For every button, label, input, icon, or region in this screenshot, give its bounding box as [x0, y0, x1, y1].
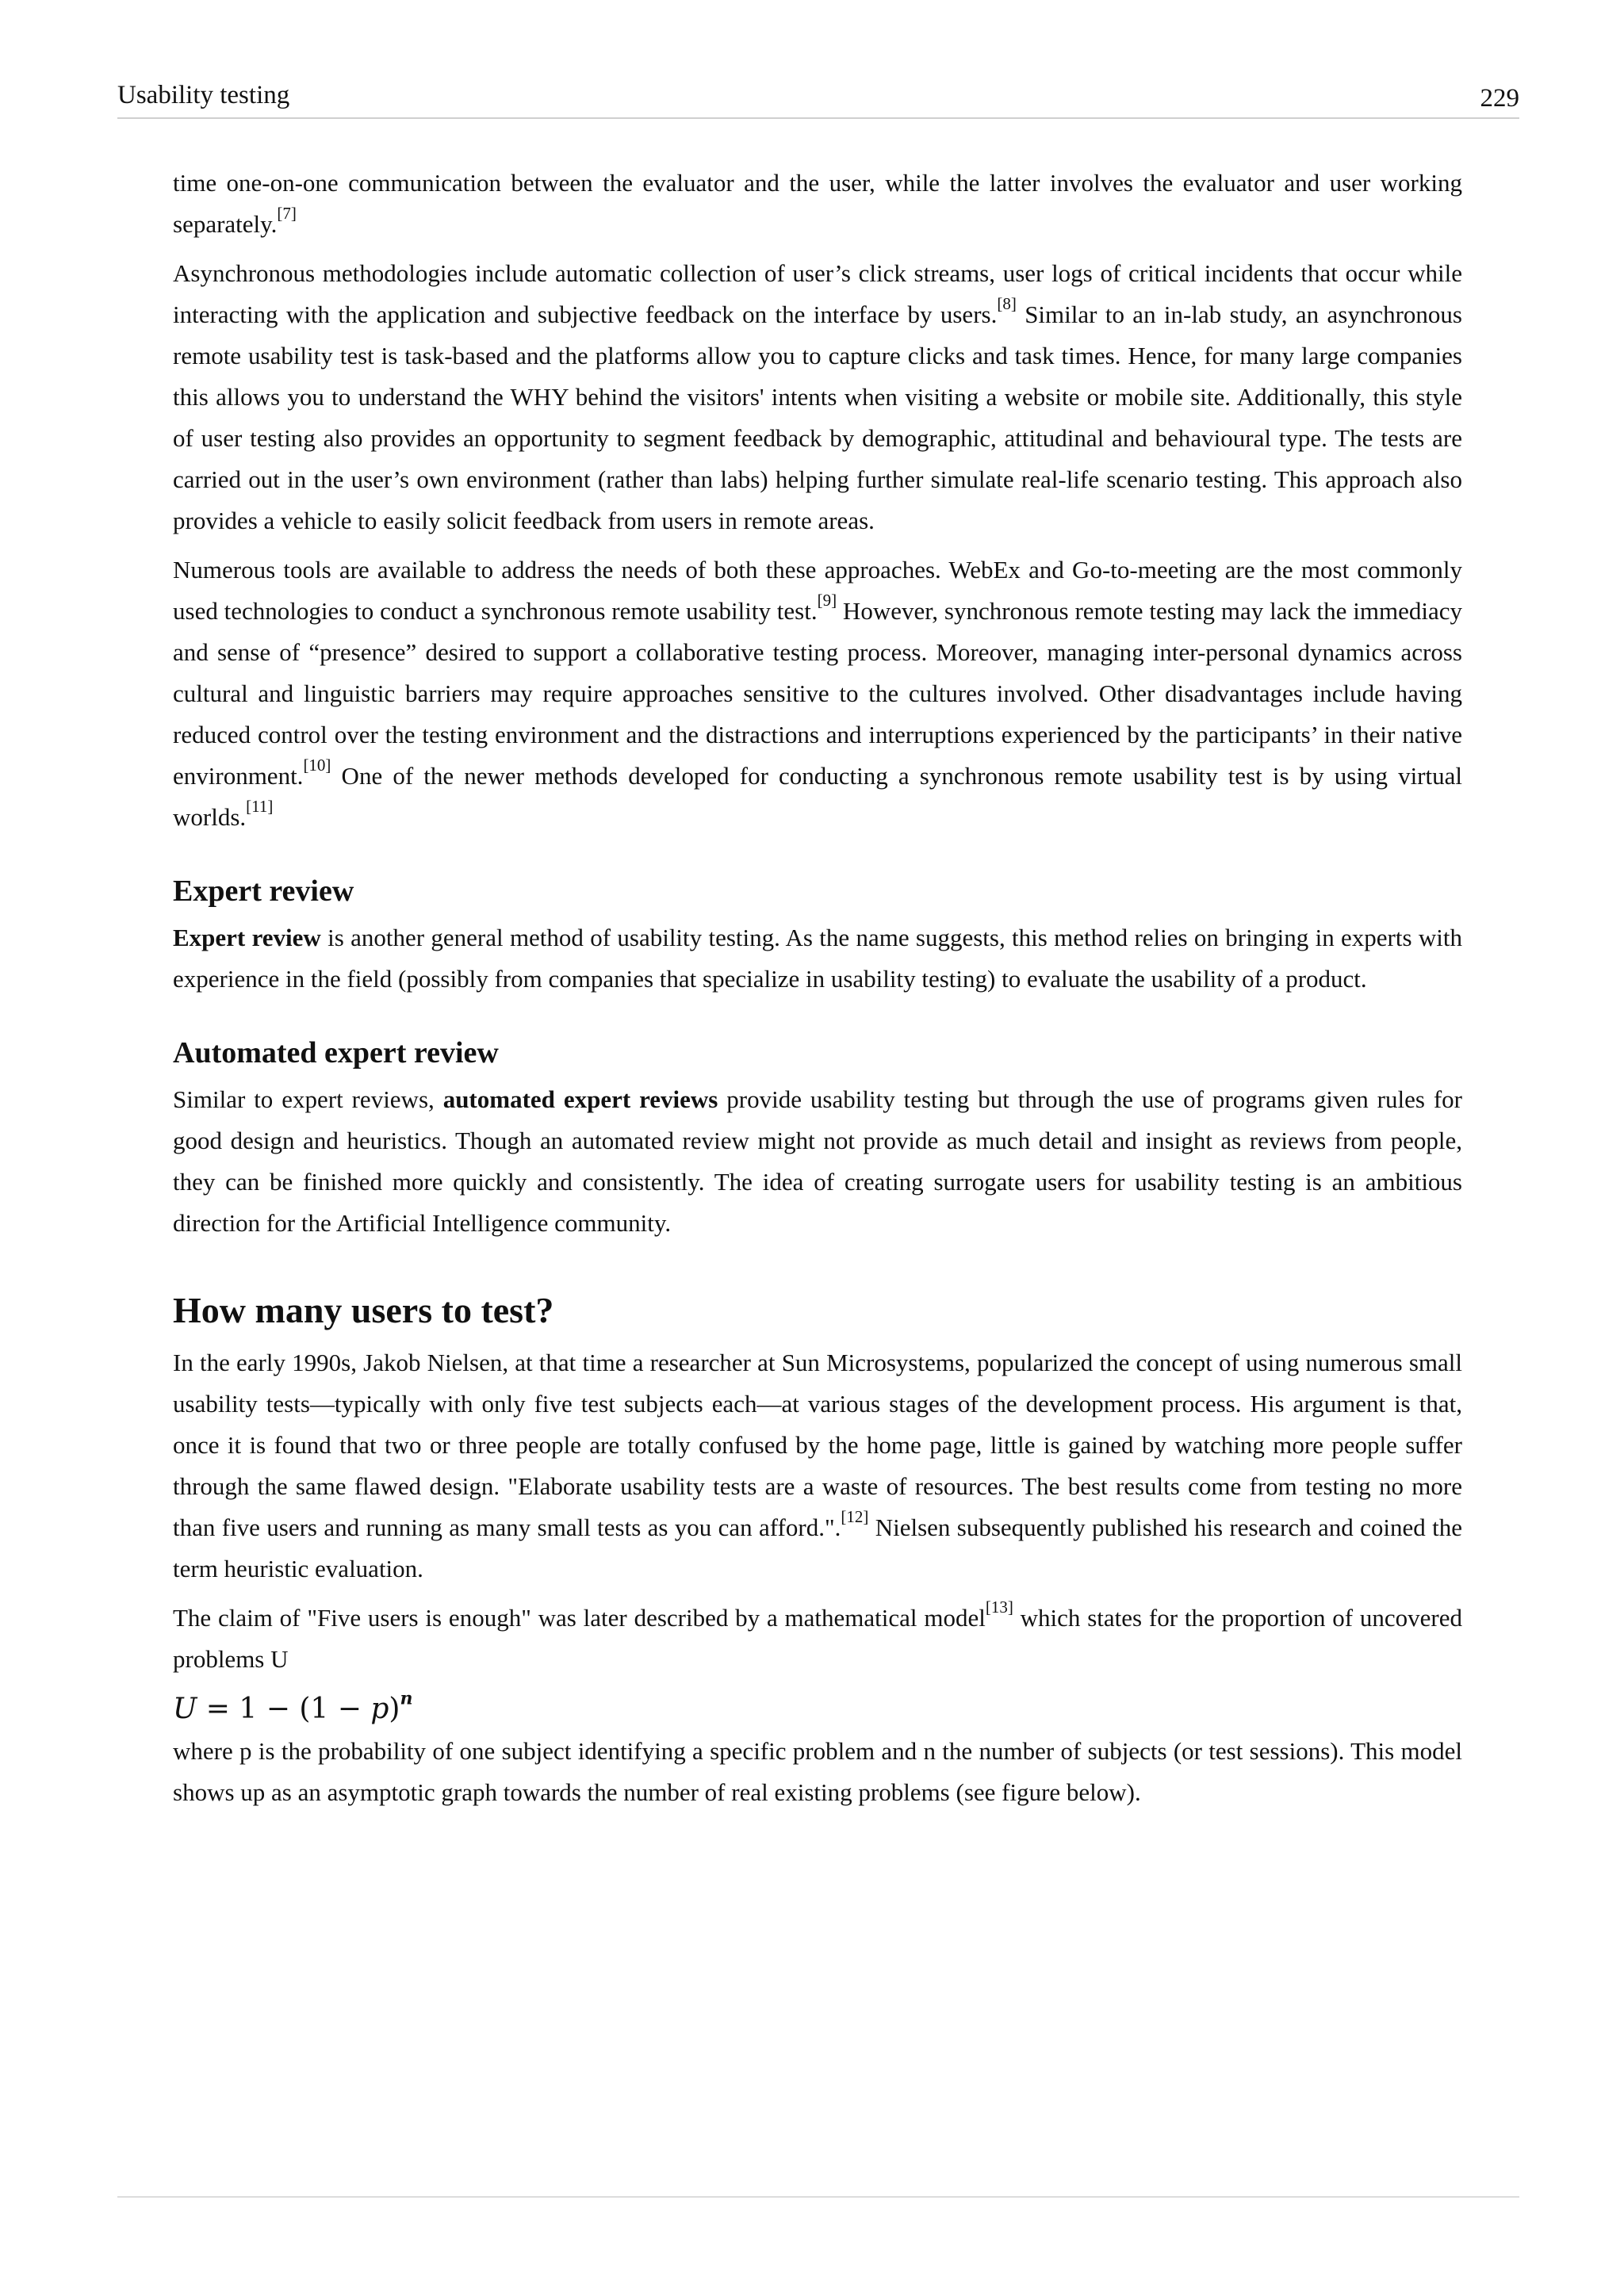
paragraph-tools: Numerous tools are available to address the needs of both these approaches. WebEx and Go-to-meeting are the most commonly used technologies to conduct a synchronous remote usability test.[9] However, synchronous remote testing may lack the immediacy and sense of “presence” desired to support a collaborative testing process. Moreover, managing inter-personal dynamics across cultural and linguistic barriers may require approaches sensitive to the cultures involved. Other disadvantages include having reduced control over the testing environment and the distractions and interruptions experienced by the participants’ in their native environment.[10] One of the newer methods developed for conducting a synchronous remote usability test is by using virtual worlds.[11]	[173, 556, 1462, 831]
citation-13[interactable]: [13]	[985, 1598, 1013, 1617]
heading-automated-expert-review: Automated expert review	[173, 1036, 499, 1070]
paragraph-automated-expert-review: Similar to expert reviews, automated expert reviews provide usability testing but through the use of programs given rules for good design and heuristics. Though an automated review might not provide as much detail and insight as reviews from people, they can be finished more quickly and consistently. The idea of creating surrogate users for usability testing is an ambitious direction for the Artificial Intelligence community.	[173, 1085, 1462, 1237]
citation-9[interactable]: [9]	[817, 591, 837, 610]
citation-11[interactable]: [11]	[246, 797, 274, 817]
formula-close: )	[389, 1693, 400, 1725]
term-expert-review: Expert review	[173, 924, 321, 951]
paragraph-synchronous-continued: time one-on-one communication between the evaluator and the user, while the latter involves the evaluator and user working separately.[7]	[173, 169, 1462, 238]
page-number: 229	[1480, 84, 1519, 113]
citation-10[interactable]: [10]	[303, 756, 331, 775]
formula-p: p	[370, 1693, 389, 1725]
paragraph-expert-review: Expert review is another general method of usability testing. As the name suggests, this method relies on bringing in experts with experience in the field (possibly from companies that specialize in usability testing) to evaluate the usability of a product.	[173, 924, 1462, 993]
running-header	[117, 78, 1519, 119]
paragraph-five-users-claim: The claim of "Five users is enough" was later described by a mathematical model[13] which states for the proportion of uncovered problems U	[173, 1598, 1463, 1673]
formula-middle: = 1 − (1 −	[197, 1693, 371, 1725]
citation-7[interactable]: [7]	[277, 204, 297, 224]
heading-how-many-users: How many users to test?	[173, 1290, 554, 1330]
term-automated-expert-reviews: automated expert reviews	[442, 1085, 718, 1113]
page-body	[173, 163, 1462, 1821]
citation-8[interactable]: [8]	[997, 294, 1017, 314]
formula-uncovered-problems	[173, 1688, 1462, 1731]
formula-u: U	[173, 1693, 197, 1725]
running-title: Usability testing	[117, 81, 290, 109]
footer-rule	[117, 2196, 1519, 2198]
paragraph-asynchronous: Asynchronous methodologies include automatic collection of user’s click streams, user logs of critical incidents that occur while interacting with the application and subjective feedback on the interface by users.[8] Similar to an in-lab study, an asynchronous remote usability test is task-based and the platforms allow you to capture clicks and task times. Hence, for many large companies this allows you to understand the WHY behind the visitors' intents when visiting a website or mobile site. Additionally, this style of user testing also provides an opportunity to segment feedback by demographic, attitudinal and behavioural type. The tests are carried out in the user’s own environment (rather than labs) helping further simulate real-life scenario testing. This approach also provides a vehicle to easily solicit feedback from users in remote areas.	[173, 259, 1462, 534]
citation-12[interactable]: [12]	[841, 1507, 869, 1527]
paragraph-nielsen: In the early 1990s, Jakob Nielsen, at that time a researcher at Sun Microsystems, popularized the concept of using numerous small usability tests—typically with only five test subjects each—at various stages of the development process. His argument is that, once it is found that two or three people are totally confused by the home page, little is gained by watching more people suffer through the same flawed design. "Elaborate usability tests are a waste of resources. The best results come from testing no more than five users and running as many small tests as you can afford.".[12] Nielsen subsequently published his research and coined the term heuristic evaluation.	[173, 1349, 1462, 1582]
formula-exponent-n: n	[400, 1688, 413, 1709]
paragraph-model-explanation: where p is the probability of one subject identifying a specific problem and n the number of subjects (or test sessions). This model shows up as an asymptotic graph towards the number of real existing problems (see figure below).	[173, 1737, 1462, 1806]
heading-expert-review: Expert review	[173, 874, 354, 908]
